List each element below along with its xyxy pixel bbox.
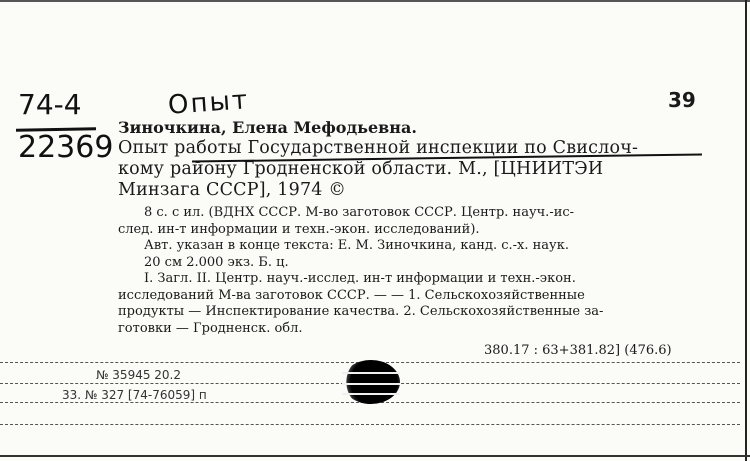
description-line: след. ин-т информации и техн.-экон. исследований). bbox=[118, 221, 480, 237]
blot-stripe bbox=[342, 383, 400, 385]
card-bottom-edge bbox=[0, 455, 750, 457]
description-line: 20 см 2.000 экз. Б. ц. bbox=[144, 254, 289, 270]
page-number: 39 bbox=[668, 88, 696, 112]
blot-stripe bbox=[342, 372, 400, 374]
blot-stripe bbox=[342, 393, 400, 395]
shelf-mark-top: 74-4 bbox=[18, 88, 82, 121]
description-line: исследований М-ва заготовок СССР. — — 1. Сельскохозяйственные bbox=[118, 287, 585, 303]
description-line: Авт. указан в конце текста: Е. М. Зиночкина, канд. с.-х. наук. bbox=[144, 238, 569, 253]
author-heading: Зиночкина, Елена Мефодьевна. bbox=[118, 118, 417, 137]
title-line: кому району Гродненской области. М., [ЦНИИТЭИ bbox=[118, 159, 604, 179]
ink-blot bbox=[342, 360, 400, 404]
inventory-stamp: № 35945 20.2 bbox=[96, 368, 182, 382]
description-block bbox=[118, 205, 708, 337]
title-block bbox=[118, 138, 708, 201]
title-line: Опыт работы Государственной инспекции по Свислоч- bbox=[118, 138, 639, 158]
card-right-edge bbox=[745, 0, 747, 461]
card-top-edge bbox=[0, 0, 750, 2]
description-line: 8 с. с ил. (ВДНХ СССР. М-во заготовок СССР. Центр. науч.-ис- bbox=[144, 205, 575, 220]
title-line: Минзага СССР], 1974 © bbox=[118, 180, 347, 200]
dashed-rule bbox=[0, 424, 740, 425]
shelf-mark-bottom: 22369 bbox=[18, 130, 114, 165]
classification-index: 380.17 : 63+381.82] (476.6) bbox=[484, 343, 672, 358]
description-line: продукты — Инспектирование качества. 2. Сельскохозяйственные за- bbox=[118, 304, 604, 319]
order-stamp: 33. № 327 [74-76059] п bbox=[62, 388, 207, 402]
description-line: I. Загл. II. Центр. науч.-исслед. ин-т информации и техн.-экон. bbox=[144, 271, 576, 286]
description-line: готовки — Гродненск. обл. bbox=[118, 320, 303, 336]
handwritten-note: Опыт bbox=[167, 85, 251, 121]
